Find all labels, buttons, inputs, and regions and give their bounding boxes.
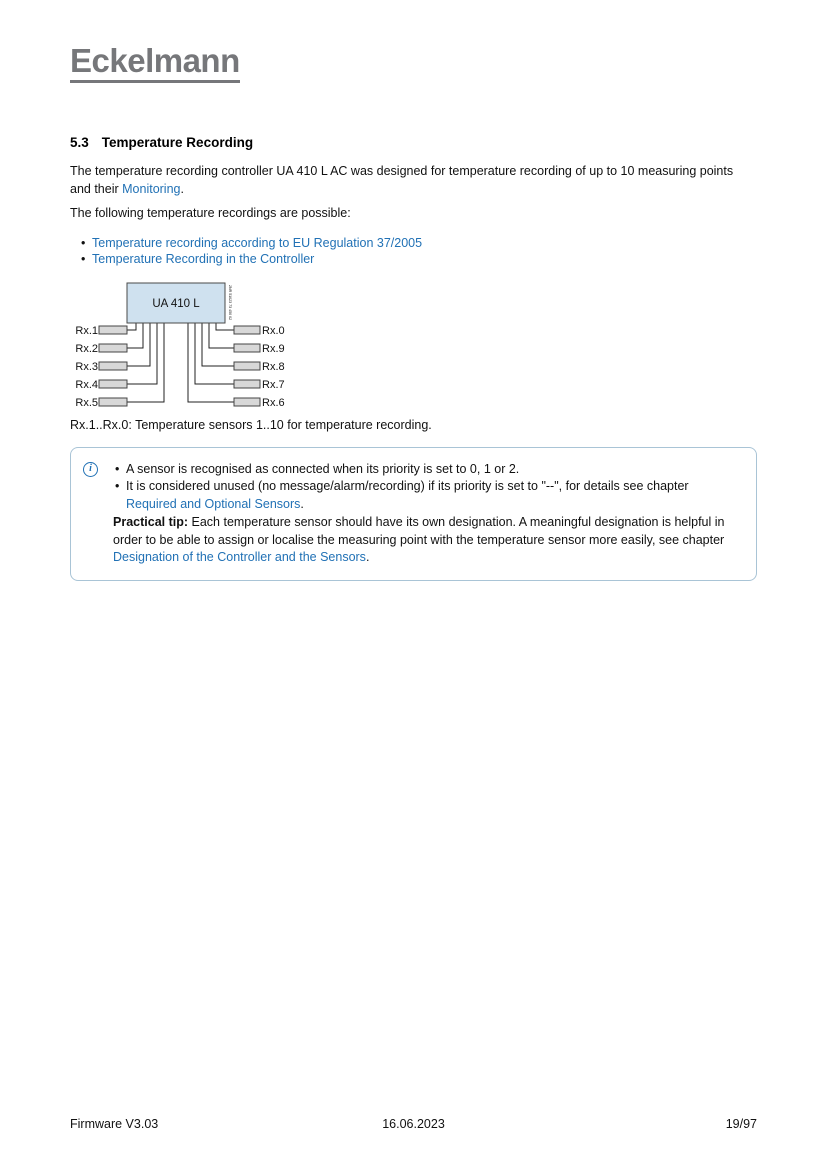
eckelmann-logo: Eckelmann [70, 44, 240, 83]
eu-regulation-link[interactable]: Temperature recording according to EU Regulation 37/2005 [92, 235, 423, 250]
sensor-box [234, 380, 260, 388]
designation-link[interactable]: Designation of the Controller and the Sensors [113, 550, 366, 564]
sensor-box [99, 380, 127, 388]
controller-box-label: UA 410 L [152, 297, 200, 310]
practical-tip-text-after: . [365, 550, 370, 564]
sensor-box [99, 398, 127, 406]
sensor-wiring-diagram [72, 279, 312, 415]
possible-recordings-line: The following temperature recordings are possible: [70, 206, 351, 220]
required-optional-sensors-link[interactable]: Required and Optional Sensors [126, 496, 301, 511]
practical-tip-text: Each temperature sensor should have its own designation. A meaningful designation is helpful in order to be able to assign or localise the measuring point with the temperature sensor more easily, see chapter [113, 515, 725, 547]
sensor-box [99, 326, 127, 334]
sensor-box [234, 398, 260, 406]
right-sensors [234, 325, 285, 409]
sensor-label: Rx.7 [262, 378, 285, 391]
practical-tip-paragraph [113, 514, 742, 567]
info-bullet [113, 461, 742, 479]
section-heading [70, 135, 757, 150]
controller-recording-link[interactable]: Temperature Recording in the Controller [92, 252, 315, 266]
sensor-label: Rx.8 [262, 360, 285, 373]
content-area [0, 0, 827, 581]
sensor-label: Rx.6 [262, 396, 285, 409]
intro-paragraph [70, 163, 757, 198]
list-item [81, 251, 757, 268]
footer-date: 16.06.2023 [382, 1117, 445, 1131]
diagram-caption: Rx.1..Rx.0: Temperature sensors 1..10 for temperature recording. [70, 417, 432, 432]
info-icon [83, 462, 98, 477]
info-bullets [113, 461, 742, 514]
info-bullet-text: It is considered unused (no message/alarm/recording) if its priority is set to "--", for details see chapter [126, 479, 689, 493]
sensor-label: Rx.9 [262, 342, 285, 355]
intro-text-before: The temperature recording controller UA 410 L AC was designed for temperature recording of up to 10 measuring points and their [70, 164, 734, 196]
sensor-box [234, 326, 260, 334]
left-sensors [75, 325, 127, 409]
intro-text-after: . [180, 181, 184, 196]
wiring-lines [127, 323, 234, 402]
controller-side-text: 2NR 51023 73 450 02 [228, 284, 232, 320]
info-icon-glyph: i [89, 463, 92, 475]
recording-types-list [81, 235, 757, 268]
info-icon-column [83, 461, 103, 567]
sensor-box [234, 362, 260, 370]
sensor-label: Rx.3 [75, 360, 98, 373]
section-number: 5.3 [70, 135, 89, 150]
sensor-label: Rx.4 [75, 378, 98, 391]
monitoring-link[interactable]: Monitoring [122, 181, 181, 196]
info-bullet [113, 478, 742, 513]
section-title: Temperature Recording [101, 135, 254, 150]
footer-firmware-version: Firmware V3.03 [70, 1117, 159, 1131]
sensor-label: Rx.5 [75, 396, 98, 409]
sensor-box [234, 344, 260, 352]
info-bullet-text-after: . [300, 496, 304, 511]
sensor-label: Rx.1 [75, 324, 98, 337]
footer-page-number: 19/97 [725, 1117, 757, 1131]
practical-tip-label: Practical tip: [113, 515, 189, 529]
sensor-box [99, 344, 127, 352]
sensor-box [99, 362, 127, 370]
list-item [81, 235, 757, 252]
info-note-content [113, 461, 742, 567]
info-bullet-text: A sensor is recognised as connected when its priority is set to 0, 1 or 2. [126, 461, 520, 476]
sensor-label: Rx.2 [75, 342, 98, 355]
page-footer [70, 1117, 757, 1131]
sensor-label: Rx.0 [262, 324, 285, 337]
info-note-box [70, 447, 757, 581]
